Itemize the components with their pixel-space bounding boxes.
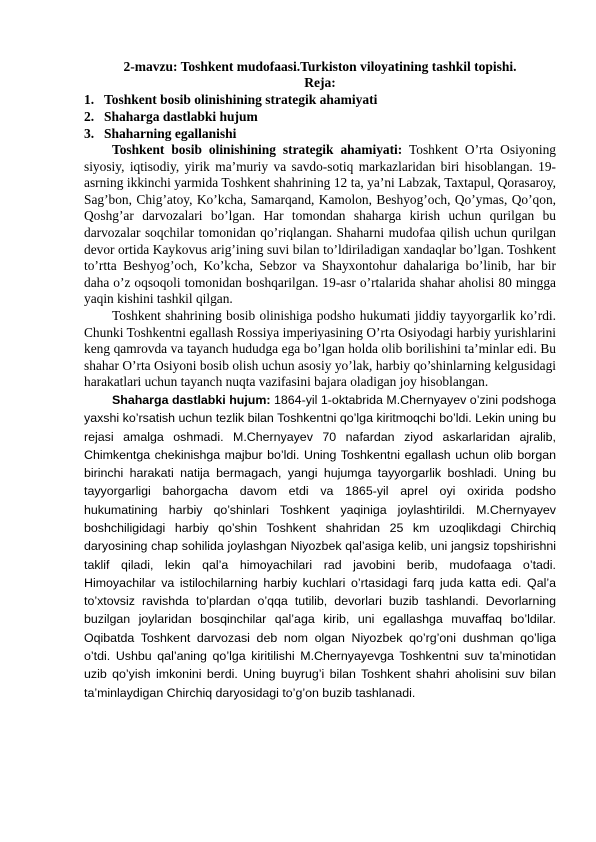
plan-list [84, 91, 556, 142]
section-text: Toshkent shahrining bosib olinishiga podsho hukumati jiddiy tayyorgarlik ko’rdi. Chunki Toshkentni egallash Rossiya imperiyasining O’rta Osiyodagi harbiy yurishlarini keng qamrovda va tayanch hududga ega bo’lgan holda olib borilishini ta’minlar edi. Bu shahar O’rta Osiyoni bosib olish uchun asosiy yo’lak, harbiy qo’shinlarning kelgusidagi harakatlari uchun tayanch nuqta vazifasini bajara oladigan joy hisoblangan. [84, 307, 556, 390]
section-first-attack [84, 391, 556, 702]
plan-item-number: 3. [84, 126, 95, 141]
plan-item [84, 108, 556, 125]
section-preparation [84, 308, 556, 391]
document-page [84, 58, 556, 702]
plan-item [84, 91, 556, 108]
plan-item-number: 1. [84, 92, 95, 107]
plan-heading: Reja: [304, 75, 336, 90]
document-title: 2-mavzu: Toshkent mudofaasi.Turkiston viloyatining tashkil topishi. [123, 59, 517, 74]
section-lead: Toshkent bosib olinishining strategik ahamiyati: [112, 142, 403, 157]
section-text: Toshkent O’rta Osiyoning siyosiy, iqtisodiy, yirik ma’muriy va savdo-sotiq markazlaridan biri hisoblangan. 19-asrning ikkinchi yarmida Toshkent shahrining 12 ta, ya’ni Labzak, Taxtapul, Qorasaroy, Sag’bon, Chig’atoy, Ko’kcha, Samarqand, Kamolon, Beshyog’och, Qo’ymas, Qo’qon, Qoshg’ar darvozalari bo’lgan. Har tomondan shaharga kirish uchun qurilgan bu darvozalar soqchilar tomonidan qo’riqlangan. Shaharni mudofaa qilish uchun qurilgan devor ortida Kaykovus arig’ining suvi bilan to’ldiriladigan xandaqlar bo’lgan. Toshkent to’rtta Beshyog’och, Ko’kcha, Sebzor va Shayxontohur dahalariga bo’linib, har bir daha o’z oqsoqoli tomonidan boshqarilgan. 19-asr o’rtalarida shahar aholisi 80 mingga yaqin kishini tashkil qilgan. [84, 142, 556, 307]
plan-item-number: 2. [84, 109, 95, 124]
section-strategic-importance [84, 142, 556, 308]
plan-item-text: Shaharning egallanishi [104, 126, 237, 141]
plan-item-text: Toshkent bosib olinishining strategik ahamiyati [104, 92, 378, 107]
section-text: 1864-yil 1-oktabrida M.Chernyayev o’zini podshoga yaxshi ko’rsatish uchun tezlik bilan Toshkentni qo’lga kiritmoqchi bo’ldi. Lekin uning bu rejasi amalga oshmadi. M.Chernyayev 70 nafardan ziyod askarlaridan ajralib, Chimkentga chekinishga majbur bo’ldi. Uning Toshkentni egallash uchun olib borgan birinchi harakati natija bermagach, yangi hujumga tayyorgarlik boshladi. Uning bu tayyorgarligi bahorgacha davom etdi va 1865-yil aprel oyi oxirida podsho hukumatining harbiy qo’shinlari Toshkent yaqiniga joylashtirildi. M.Chernyayev boshchiligidagi harbiy qo’shin Toshkent shahridan 25 km uzoqlikdagi Chirchiq daryosining chap sohilida joylashgan Niyozbek qal’asiga kelib, uni jangsiz topshirishni taklif qiladi, lekin qal’a himoyachilari rad javobini berib, mudofaaga o’tadi. Himoyachilar va istilochilarning harbiy kuchlari o’rtasidagi farq juda katta edi. Qal’a to’xtovsiz ravishda to’plardan o’qqa tutilib, devorlari buzib tashlandi. Devorlarning buzilgan joylaridan bosqinchilar qal’aga kirib, uni egallashga muvaffaq bo’ldilar. Oqibatda Toshkent darvozasi deb nom olgan Niyozbek qo’rg’oni dushman qo’liga o’tdi. Ushbu qal’aning qo’lga kiritilishi M.Chernyayevga Toshkentni suv ta’minotidan uzib qo’yish imkonini berdi. Uning buyrug’i bilan Toshkent shahri aholisini suv bilan ta’minlaydigan Chirchiq daryosidagi to’g’on buzib tashlanadi. [84, 392, 556, 700]
plan-item-text: Shaharga dastlabki hujum [104, 109, 258, 124]
section-lead: Shaharga dastlabki hujum: [112, 392, 271, 407]
plan-item [84, 125, 556, 142]
